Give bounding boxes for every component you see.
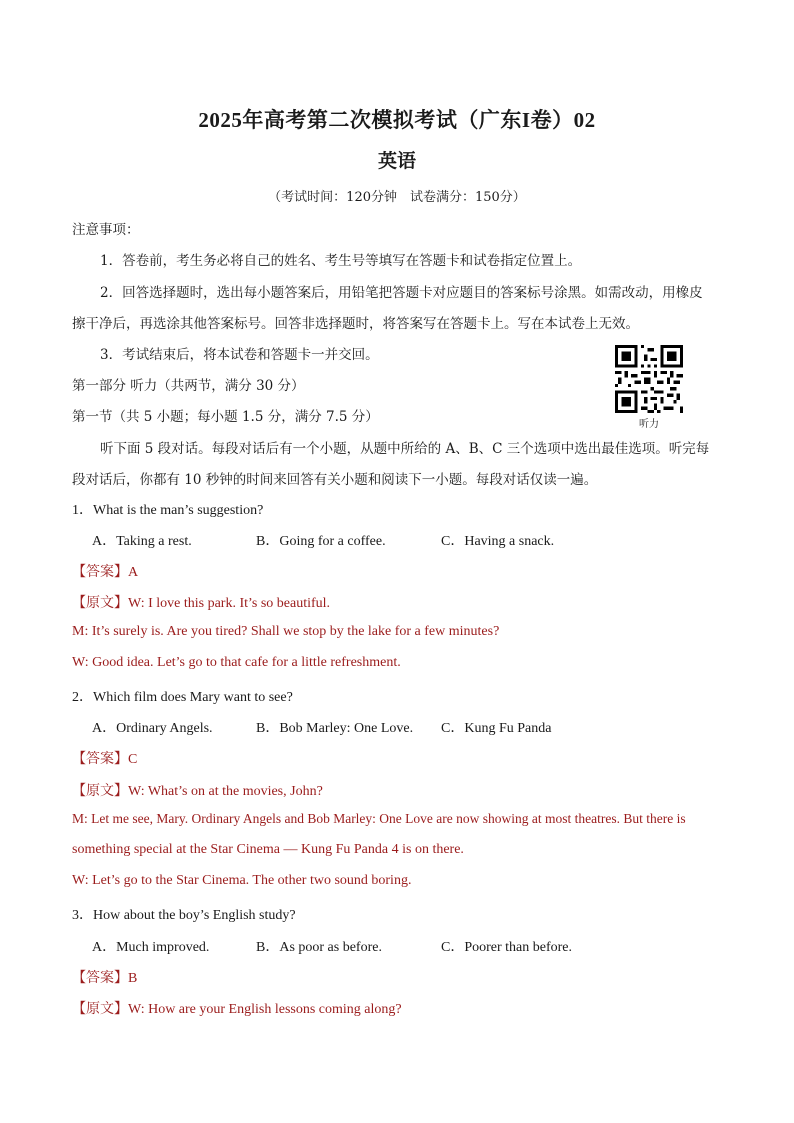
answer-value: B — [128, 971, 138, 986]
question-1-option-b: B．Going for a coffee. — [256, 534, 386, 549]
notice-heading: 注意事项： — [72, 222, 140, 238]
exam-title: 2025年高考第二次模拟考试（广东I卷）02 — [198, 108, 596, 132]
answer-label: 【答案】 — [72, 752, 128, 767]
question-3-answer — [72, 967, 137, 987]
question-1-transcript-3: W: Good idea. Let’s go to that cafe for a little refreshment. — [72, 655, 401, 670]
qr-label: 听力 — [639, 419, 659, 430]
question-3-stem: 3．How about the boy’s English study? — [72, 908, 296, 923]
transcript-text: W: What’s on at the movies, John? — [128, 784, 323, 799]
question-3-option-a: A．Much improved. — [92, 940, 210, 955]
question-1-transcript-1 — [72, 592, 330, 612]
notice-item-3: 3．考试结束后，将本试卷和答题卡一并交回。 — [100, 347, 379, 363]
question-2-transcript-3: something special at the Star Cinema — Kung Fu Panda 4 is on there. — [72, 842, 464, 857]
question-3-option-c: C．Poorer than before. — [441, 940, 573, 955]
transcript-text: W: How are your English lessons coming along? — [128, 1002, 402, 1017]
notice-item-2-cont: 擦干净后，再选涂其他答案标号。回答非选择题时，将答案写在答题卡上。写在本试卷上无效。 — [72, 316, 639, 332]
part1-heading: 第一部分 听力（共两节，满分 30 分） — [72, 378, 305, 394]
exam-info: （考试时间：120分钟 试卷满分：150分） — [268, 190, 526, 205]
answer-value: A — [128, 565, 139, 580]
question-3-transcript-1 — [72, 998, 402, 1018]
question-2-transcript-2: M: Let me see, Mary. Ordinary Angels and Bob Marley: One Love are now showing at most theatres. But there is — [72, 811, 686, 826]
qr-code-icon — [615, 345, 683, 413]
question-2-answer — [72, 748, 137, 768]
question-2-stem: 2．Which film does Mary want to see? — [72, 690, 293, 705]
question-2-option-b: B．Bob Marley: One Love. — [256, 721, 414, 736]
answer-label: 【答案】 — [72, 565, 128, 580]
instructions-line-1: 听下面 5 段对话。每段对话后有一个小题，从题中所给的 A、B、C 三个选项中选出最佳选项。听完每 — [100, 441, 710, 457]
question-1-answer — [72, 561, 138, 581]
notice-item-1: 1．答卷前，考生务必将自己的姓名、考生号等填写在答题卡和试卷指定位置上。 — [100, 253, 582, 269]
question-1-stem: 1．What is the man’s suggestion? — [72, 503, 264, 518]
answer-value: C — [128, 752, 138, 767]
notice-item-2: 2．回答选择题时，选出每小题答案后，用铅笔把答题卡对应题目的答案标号涂黑。如需改动，用橡皮 — [100, 285, 703, 301]
transcript-label: 【原文】 — [72, 784, 128, 799]
section1-heading: 第一节（共 5 小题；每小题 1.5 分，满分 7.5 分） — [72, 409, 379, 425]
transcript-label: 【原文】 — [72, 596, 128, 611]
question-3-option-b: B．As poor as before. — [256, 940, 382, 955]
instructions-line-2: 段对话后，你都有 10 秒钟的时间来回答有关小题和阅读下一小题。每段对话仅读一遍。 — [72, 472, 598, 488]
transcript-text: W: I love this park. It’s so beautiful. — [128, 596, 331, 611]
question-2-transcript-1 — [72, 780, 323, 800]
transcript-label: 【原文】 — [72, 1002, 128, 1017]
answer-label: 【答案】 — [72, 971, 128, 986]
question-2-option-c: C．Kung Fu Panda — [441, 721, 552, 736]
question-2-option-a: A．Ordinary Angels. — [92, 721, 213, 736]
question-1-option-c: C．Having a snack. — [441, 534, 555, 549]
question-1-option-a: A．Taking a rest. — [92, 534, 192, 549]
question-1-transcript-2: M: It’s surely is. Are you tired? Shall we stop by the lake for a few minutes? — [72, 624, 500, 639]
question-2-transcript-4: W: Let’s go to the Star Cinema. The other two sound boring. — [72, 873, 412, 888]
subject-title: 英语 — [377, 150, 416, 172]
